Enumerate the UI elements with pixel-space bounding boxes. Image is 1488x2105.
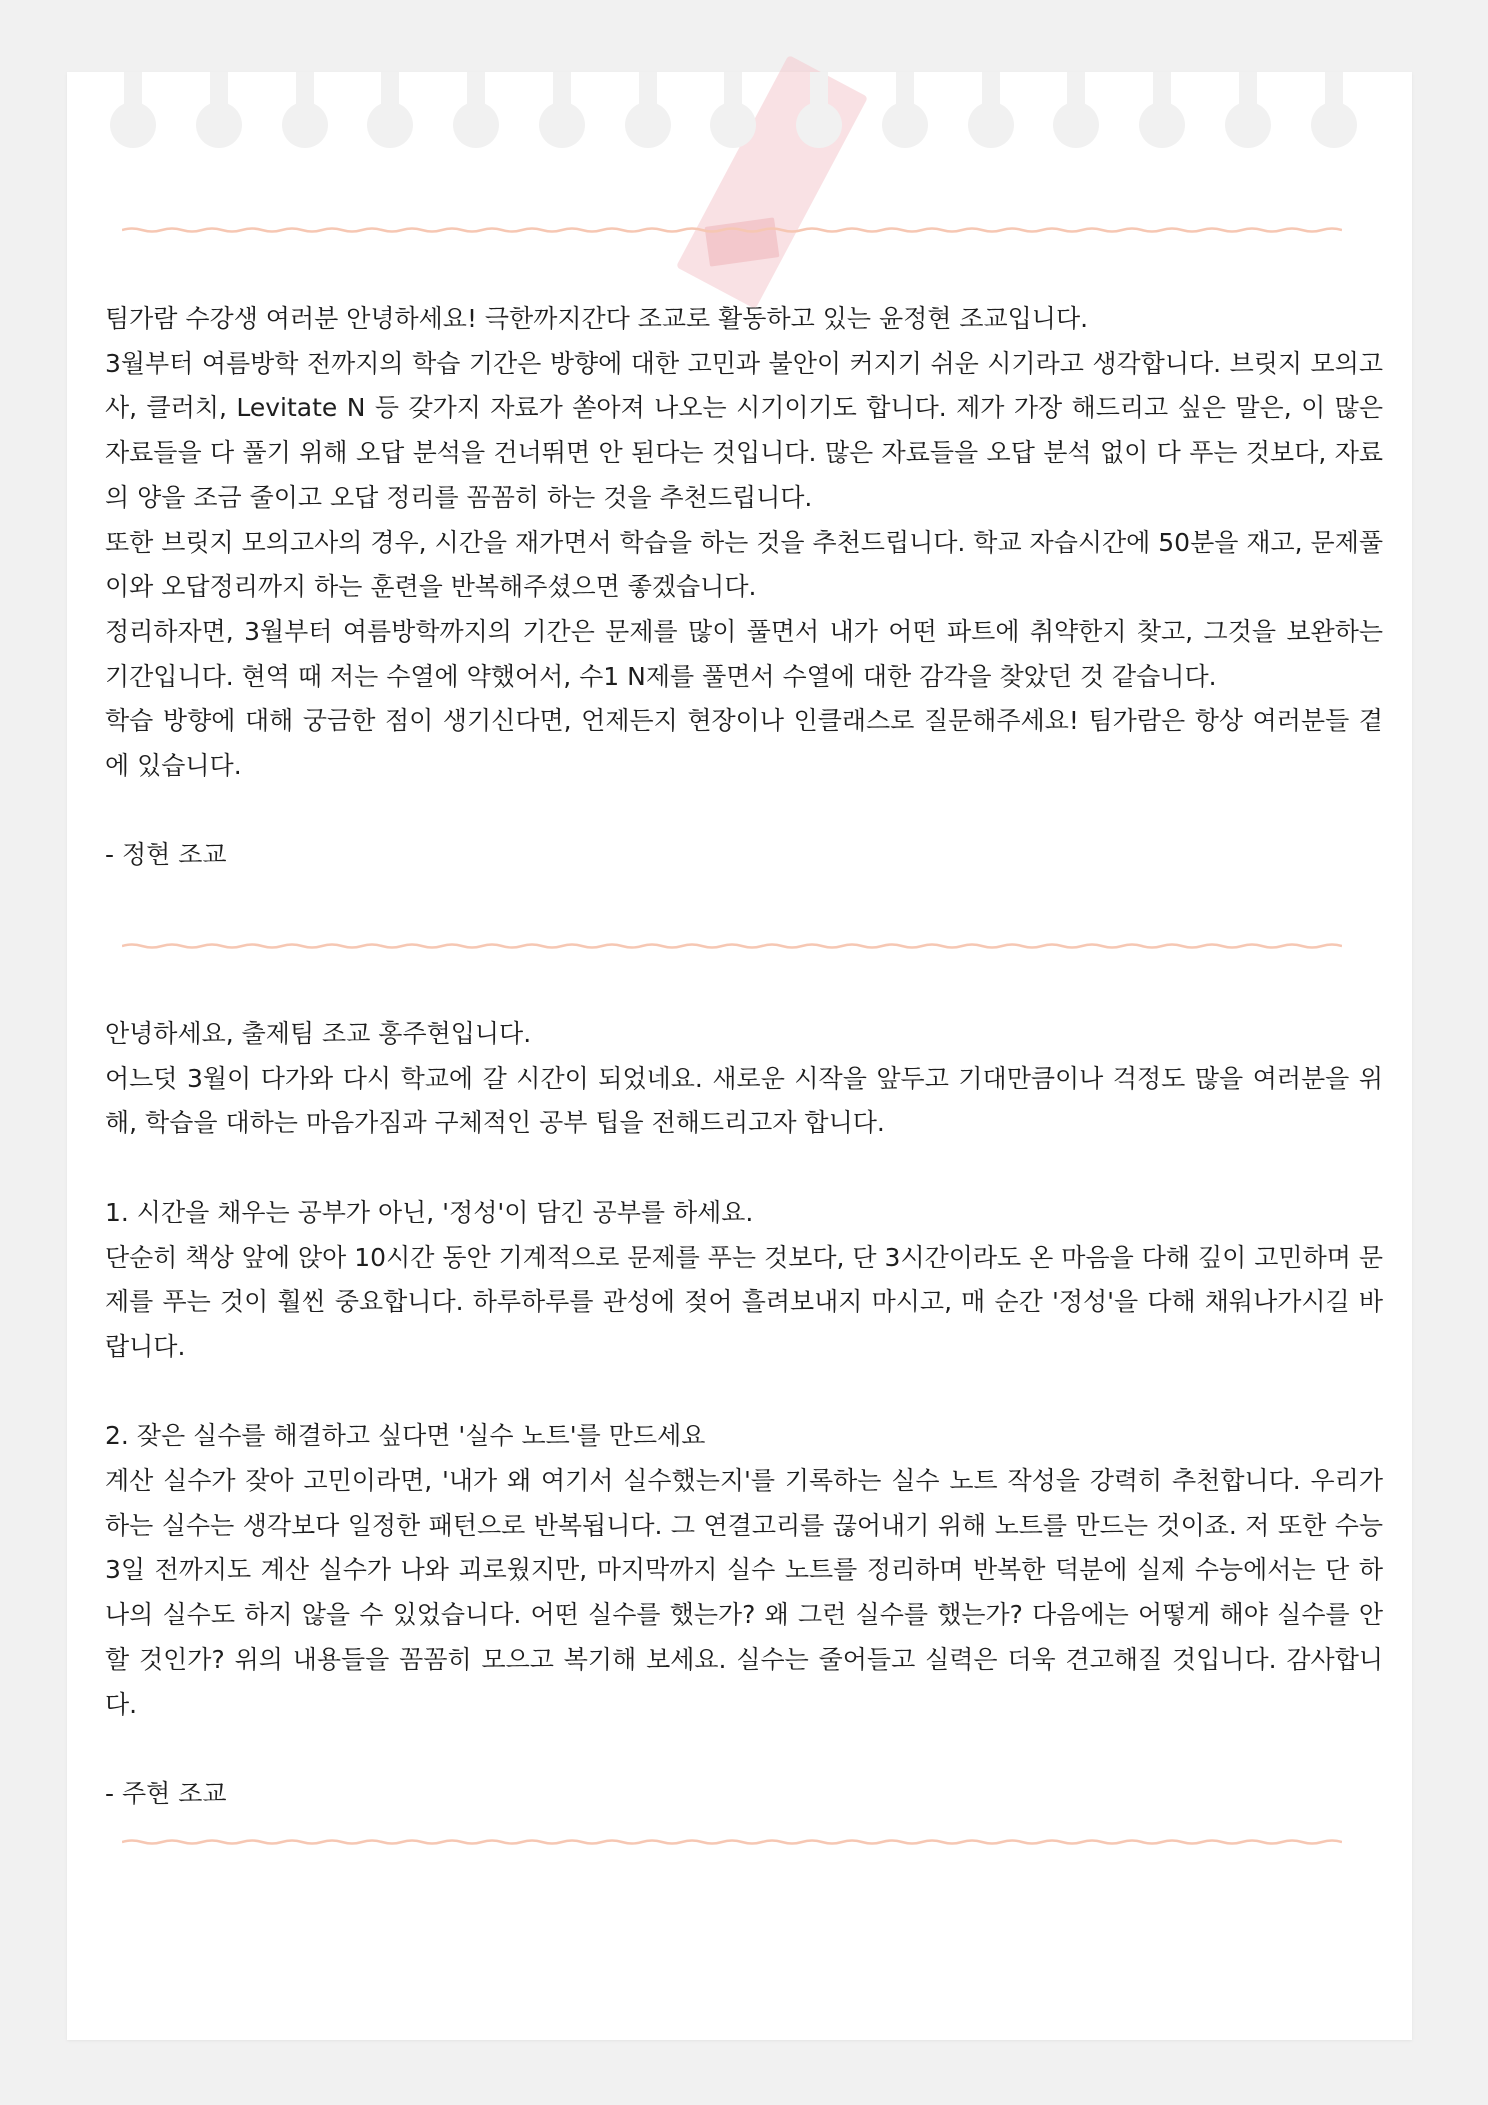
signature: - 정현 조교: [105, 840, 227, 870]
wavy-divider-middle: [122, 943, 1342, 949]
message-section-2: [105, 1012, 1383, 1817]
paragraph: 계산 실수가 잦아 고민이라면, '내가 왜 여기서 실수했는지'를 기록하는 실수 노트 작성을 강력히 추천합니다. 우리가 하는 실수는 생각보다 일정한 패턴으로 반복됩니다. 그 연결고리를 끊어내기 위해 노트를 만드는 것이죠. 저 또한 수능 3일 전까지도 계산 실수가 나와 괴로웠지만, 마지막까지 실수 노트를 정리하며 반복한 덕분에 실제 수능에서는 단 하나의 실수도 하지 않을 수 있었습니다. 어떤 실수를 했는가? 왜 그런 실수를 했는가? 다음에는 어떻게 해야 실수를 안 할 것인가? 위의 내용들을 꼼꼼히 모으고 복기해 보세요. 실수는 줄어들고 실력은 더욱 견고해질 것입니다. 감사합니다.: [105, 1466, 1383, 1719]
tip-title: 2. 잦은 실수를 해결하고 싶다면 '실수 노트'를 만드세요: [105, 1421, 706, 1451]
message-section-1: [105, 297, 1383, 878]
wavy-divider-bottom: [122, 1839, 1342, 1845]
paragraph: 단순히 책상 앞에 앉아 10시간 동안 기계적으로 문제를 푸는 것보다, 단 3시간이라도 온 마음을 다해 깊이 고민하며 문제를 푸는 것이 훨씬 중요합니다. 하루하루를 관성에 젖어 흘려보내지 마시고, 매 순간 '정성'을 다해 채워나가시길 바랍니다.: [105, 1242, 1383, 1361]
paragraph: 어느덧 3월이 다가와 다시 학교에 갈 시간이 되었네요. 새로운 시작을 앞두고 기대만큼이나 걱정도 많을 여러분을 위해, 학습을 대하는 마음가짐과 구체적인 공부 팁을 전해드리고자 합니다.: [105, 1063, 1383, 1138]
tape-decoration: [676, 55, 868, 309]
paragraph: 3월부터 여름방학 전까지의 학습 기간은 방향에 대한 고민과 불안이 커지기 쉬운 시기라고 생각합니다. 브릿지 모의고사, 클러치, Levitate N 등 갖가지 자료가 쏟아져 나오는 시기이기도 합니다. 제가 가장 해드리고 싶은 말은, 이 많은 자료들을 다 풀기 위해 오답 분석을 건너뛰면 안 된다는 것입니다. 많은 자료들을 오답 분석 없이 다 푸는 것보다, 자료의 양을 조금 줄이고 오답 정리를 꼼꼼히 하는 것을 추천드립니다.: [105, 348, 1383, 512]
paragraph: 정리하자면, 3월부터 여름방학까지의 기간은 문제를 많이 풀면서 내가 어떤 파트에 취약한지 찾고, 그것을 보완하는 기간입니다. 현역 때 저는 수열에 약했어서, 수1 N제를 풀면서 수열에 대한 감각을 찾았던 것 같습니다.: [105, 616, 1383, 691]
wavy-divider-top: [122, 227, 1342, 233]
tip-title: 1. 시간을 채우는 공부가 아닌, '정성'이 담긴 공부를 하세요.: [105, 1197, 754, 1227]
greeting: 안녕하세요, 출제팀 조교 홍주현입니다.: [105, 1019, 532, 1048]
binder-holes: [110, 102, 1372, 160]
paragraph: 학습 방향에 대해 궁금한 점이 생기신다면, 언제든지 현장이나 인클래스로 질문해주세요! 팀가람은 항상 여러분들 곁에 있습니다.: [105, 706, 1383, 781]
paragraph: 또한 브릿지 모의고사의 경우, 시간을 재가면서 학습을 하는 것을 추천드립니다. 학교 자습시간에 50분을 재고, 문제풀이와 오답정리까지 하는 훈련을 반복해주셨으면 좋겠습니다.: [105, 527, 1383, 602]
signature: - 주현 조교: [105, 1778, 227, 1808]
paragraph: 팀가람 수강생 여러분 안녕하세요! 극한까지간다 조교로 활동하고 있는 윤정현 조교입니다.: [105, 304, 1089, 333]
